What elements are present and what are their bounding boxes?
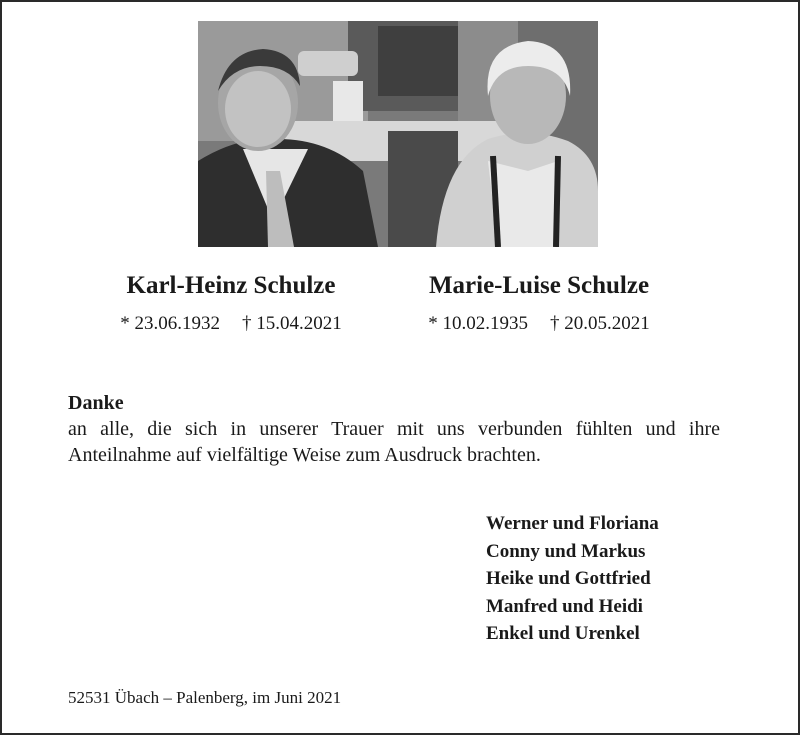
place-date-footer: 52531 Übach – Palenberg, im Juni 2021 — [68, 688, 342, 707]
couple-photo — [198, 21, 598, 247]
person-name: Marie-Luise Schulze — [428, 272, 650, 299]
family-signature-list — [486, 510, 659, 648]
birth-date: * 23.06.1932 — [120, 313, 220, 334]
person-marie-luise — [404, 270, 674, 336]
family-member: Heike und Gottfried — [486, 568, 651, 589]
thanks-section — [68, 390, 720, 468]
person-dates — [404, 312, 674, 336]
death-date: † 15.04.2021 — [242, 313, 342, 334]
person-dates — [96, 312, 366, 336]
person-name: Karl-Heinz Schulze — [126, 272, 336, 299]
death-date: † 20.05.2021 — [550, 313, 650, 334]
family-member: Manfred und Heidi — [486, 595, 643, 617]
thanks-heading: Danke — [68, 392, 124, 414]
family-member: Werner und Floriana — [486, 513, 659, 534]
birth-date: * 10.02.1935 — [428, 313, 528, 334]
family-member: Conny und Markus — [486, 540, 646, 562]
person-karl-heinz — [96, 270, 366, 336]
family-member: Enkel und Urenkel — [486, 623, 640, 644]
thanks-text: an alle, die sich in unserer Trauer mit uns verbunden fühlten und ihre Anteilnahme auf vielfältige Weise zum Ausdruck brachten. — [68, 418, 720, 466]
